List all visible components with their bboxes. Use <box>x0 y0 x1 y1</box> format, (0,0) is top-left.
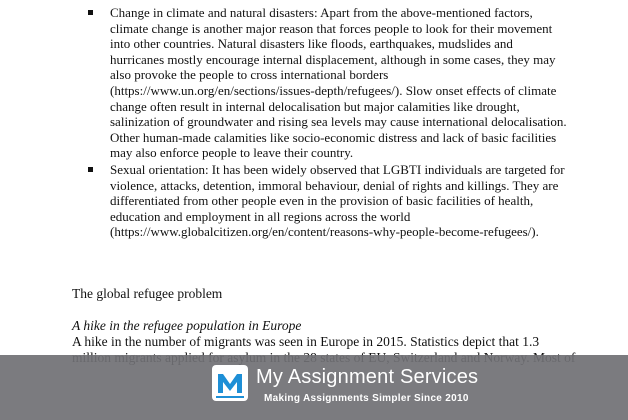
square-bullet-icon <box>88 10 93 15</box>
bullet-item-climate <box>88 5 568 161</box>
brand-tagline: Making Assignments Simpler Since 2010 <box>264 393 469 404</box>
subsection-heading: A hike in the refugee population in Europe <box>72 318 302 333</box>
bullet-text: Change in climate and natural disasters: Apart from the above-mentioned factors, climate change is another major reason that forces people to look for their movement into other countries. Natural disasters like floods, earthquakes, mudslides and hurricanes mostly encourage internal displacement, although in some cases, they may also provoke the people to cross international borders (https://www.un.org/en/sections/issues-depth/refugees/). Slow onset effects of climate change often result in internal delocalisation but major calamities like drought, salinization of groundwater and rising sea levels may cause international delocalisation. Other human-made calamities like socio-economic distress and lack of basic facilities may also enforce people to leave their country. <box>110 5 567 161</box>
bullet-text: Sexual orientation: It has been widely observed that LGBTI individuals are targeted for violence, attacks, detention, immoral behaviour, denial of rights and killings. They are differentiated from other people even in the provision of basic facilities of health, education and employment in all regions across the world (https://www.globalcitizen.org/en/content/reasons-why-people-become-refugees/). <box>110 161 565 240</box>
bullet-list <box>88 5 568 241</box>
section-heading: The global refugee problem <box>72 286 223 301</box>
bullet-item-sexual-orientation <box>88 162 568 240</box>
watermark-banner <box>0 355 628 420</box>
m-logo-icon <box>212 365 248 401</box>
square-bullet-icon <box>88 167 93 172</box>
paragraph-line: A hike in the number of migrants was seen in Europe in 2015. Statistics depict that 1.3 <box>72 334 540 349</box>
brand-name: My Assignment Services <box>256 366 479 388</box>
